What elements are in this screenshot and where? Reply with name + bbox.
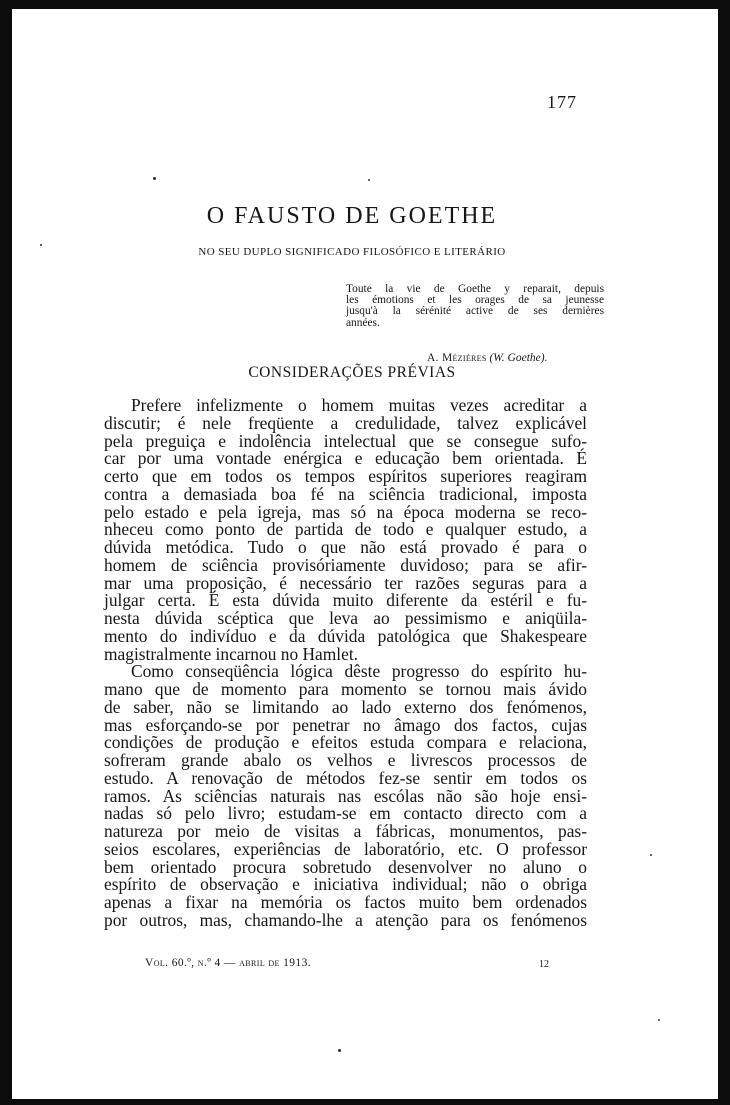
- body-line: mento do indivíduo e da dúvida patológica que Shakespeare: [104, 625, 587, 646]
- body-line: mano que de momento para momento se tornou mais ávido: [104, 679, 587, 699]
- body-line: ramos. As sciências naturais nas escólas não são hoje ensi-: [104, 785, 587, 806]
- body-line: contra a demasiada boa fé na sciência tradicional, imposta: [104, 483, 587, 504]
- body-line: car por uma vontade enérgica e educação bem orientada. É: [104, 448, 587, 469]
- article-title: O FAUSTO DE GOETHE: [206, 203, 498, 229]
- body-line: nesta dúvida scéptica que leva ao pessimismo e aniqüila-: [104, 608, 587, 628]
- body-line: sofreram grande abalo os velhos e livrescos processos de: [104, 750, 587, 770]
- epigraph-line: années.: [346, 316, 380, 329]
- epigraph-line: jusqu'à la sérénité active de ses dernières: [346, 305, 604, 318]
- epigraph-work: (W. Goethe).: [489, 352, 548, 364]
- body-line: nadas só pelo livro; estudam-se em contacto directo com a: [104, 803, 587, 824]
- body-line: nheceu como ponto de partida de todo e qualquer estudo, a: [104, 519, 587, 540]
- body-line: espírito de observação e iniciativa individual; não o obriga: [104, 874, 587, 895]
- body-line: estudo. A renovação de métodos fez-se sentir em todos os: [104, 767, 587, 788]
- epigraph-line: Toute la vie de Goethe y reparait, depuis: [346, 283, 604, 295]
- body-line: pela preguiça e indolência intelectual que se consegue sufo-: [104, 430, 587, 451]
- page-number: 177: [547, 92, 577, 112]
- body-line: certo que em todos os tempos espíritos superiores reagiram: [104, 466, 587, 486]
- body-line: por outros, mas, chamando-lhe a atenção para os fenómenos: [104, 909, 587, 930]
- article-body: [104, 397, 587, 930]
- paper-speck: [368, 179, 370, 181]
- body-line: condições de produção e efeitos estuda compara e relaciona,: [104, 732, 587, 753]
- body-line: apenas a fixar na memória os factos muito bem ordenados: [104, 892, 587, 912]
- body-line: magistralmente incarnou no Hamlet.: [104, 643, 359, 664]
- paper-speck: [658, 1019, 660, 1021]
- epigraph-quote: [346, 284, 604, 329]
- body-line: dúvida metódica. Tudo o que não está provado é para o: [104, 537, 587, 557]
- footer-signature-mark: 12: [539, 959, 549, 970]
- body-line: bem orientado procura sobretudo desenvolver no aluno o: [104, 856, 587, 877]
- section-heading: CONSIDERAÇÕES PRÉVIAS: [248, 364, 456, 381]
- paper-speck: [338, 1049, 341, 1052]
- body-line: julgar certa. É esta dúvida muito diferente da estéril e fu-: [104, 590, 587, 611]
- body-line: seios escolares, experiências de laboratório, etc. O professor: [104, 838, 587, 859]
- body-line: mas esforçando-se por penetrar no âmago dos factos, cujas: [104, 714, 587, 735]
- body-line: Prefere infelizmente o homem muitas vezes acreditar a: [131, 395, 587, 415]
- body-line: homem de sciência provisóriamente duvidoso; para se afir-: [104, 554, 587, 575]
- epigraph-line: les émotions et les orages de sa jeunesse: [346, 294, 604, 307]
- body-line: pelo estado e pela igreja, mas só na época moderna se reco-: [104, 501, 587, 522]
- body-line: de saber, não se limitando ao lado externo dos fenómenos,: [104, 696, 587, 717]
- body-line: mar uma proposição, é necessário ter razões seguras para a: [104, 572, 587, 593]
- footer-volume-info: Vol. 60.º, n.º 4 — abril de 1913.: [145, 957, 311, 969]
- body-line: discutir; é nele freqüente a credulidade, talvez explicável: [104, 412, 587, 433]
- article-subtitle: NO SEU DUPLO SIGNIFICADO FILOSÓFICO E LITERÁRIO: [198, 246, 506, 258]
- paper-speck: [40, 244, 42, 246]
- paper-speck: [153, 177, 156, 180]
- epigraph-author: A. Mézières: [427, 352, 487, 364]
- epigraph-attribution: [427, 352, 607, 364]
- body-line: Como conseqüência lógica dêste progresso do espírito hu-: [131, 661, 587, 682]
- body-line: natureza por meio de visitas a fábricas, monumentos, pas-: [104, 821, 587, 841]
- paper-speck: [650, 854, 652, 856]
